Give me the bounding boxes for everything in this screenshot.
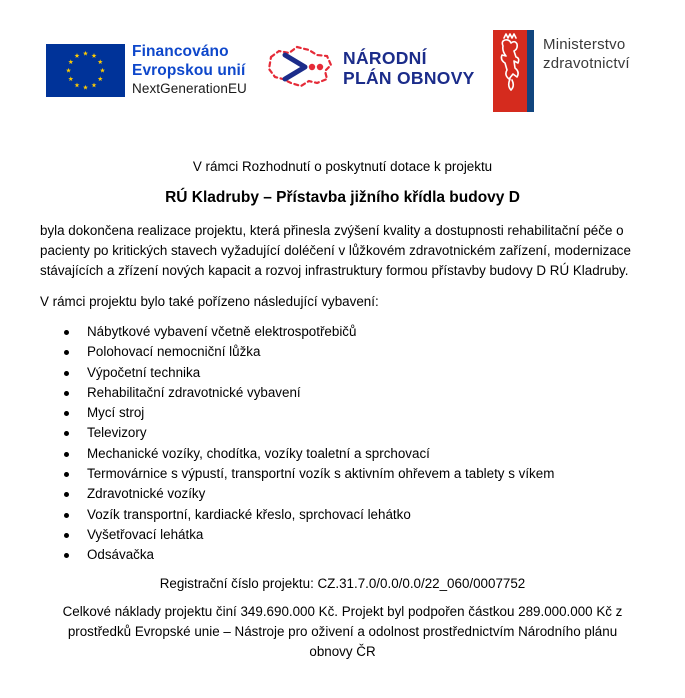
bullet-icon (64, 472, 69, 477)
equipment-item-label: Termovárnice s výpustí, transportní vozík s aktivním ohřevem a tablety s víkem (87, 466, 555, 482)
equipment-list-item (40, 464, 554, 484)
npo-logo-line1: NÁRODNÍ (343, 48, 427, 68)
npo-map-icon (265, 41, 335, 91)
npo-logo-line2: PLÁN OBNOVY (343, 68, 475, 88)
intro-text: V rámci Rozhodnutí o poskytnutí dotace k projektu (192, 159, 493, 174)
project-title: RÚ Kladruby – Přístavba jižního křídla budovy D (165, 189, 520, 206)
equipment-list-item (40, 322, 554, 342)
mz-logo-line2: zdravotnictví (543, 55, 630, 72)
narodni-plan-obnovy-logo (265, 41, 475, 93)
equipment-list (40, 322, 554, 566)
eu-logo-line2: Evropskou unií (132, 61, 246, 79)
bullet-icon (64, 492, 69, 497)
equipment-list-item (40, 403, 554, 423)
bullet-icon (64, 350, 69, 355)
czech-lion-emblem-icon (493, 30, 534, 112)
eu-flag-icon (46, 44, 125, 97)
equipment-item-label: Zdravotnické vozíky (87, 486, 206, 502)
bullet-icon (64, 452, 69, 457)
equipment-list-item (40, 505, 554, 525)
equipment-item-label: Mechanické vozíky, chodítka, vozíky toaletní a sprchovací (87, 445, 430, 461)
equipment-intro: V rámci projektu bylo také pořízeno následující vybavení: (40, 294, 379, 309)
equipment-item-label: Vyšetřovací lehátka (87, 526, 204, 542)
registration-number: Registrační číslo projektu: CZ.31.7.0/0.0/0.0/22_060/0007752 (159, 576, 526, 591)
bullet-icon (64, 330, 69, 335)
eu-funding-logo (46, 43, 247, 97)
bullet-icon (64, 411, 69, 416)
equipment-list-item (40, 444, 554, 464)
equipment-list-item (40, 525, 554, 545)
eu-logo-line3: NextGenerationEU (132, 81, 247, 97)
bullet-icon (64, 431, 69, 436)
bullet-icon (64, 553, 69, 558)
equipment-item-label: Rehabilitační zdravotnické vybavení (87, 384, 301, 400)
project-description: byla dokončena realizace projektu, která přinesla zvýšení kvality a dostupnosti rehabilitační péče o pacienty po kritických stavech vyžadující doléčení v lůžkovém zdravotnickém zařízení, modernizace stávajících a zřízení nových kapacit a rozvoj infrastruktury formou přístavby budovy D RÚ Kladruby. (40, 223, 631, 278)
equipment-list-item (40, 423, 554, 443)
project-costs: Celkové náklady projektu činí 349.690.000 Kč. Projekt byl podpořen částkou 289.000.000 Kč z prostředků Evropské unie – Nástroje pro oživení a odolnost prostřednictvím Národního plánu obnovy ČR (62, 604, 623, 659)
equipment-list-item (40, 383, 554, 403)
equipment-item-label: Nábytkové vybavení včetně elektrospotřebičů (87, 324, 357, 339)
equipment-item-label: Odsávačka (87, 547, 154, 563)
equipment-item-label: Polohovací nemocniční lůžka (87, 344, 261, 360)
equipment-item-label: Výpočetní technika (87, 364, 201, 380)
mz-logo-line1: Ministerstvo (543, 36, 626, 53)
equipment-item-label: Vozík transportní, kardiacké křeslo, sprchovací lehátko (87, 506, 411, 522)
equipment-list-item (40, 363, 554, 383)
bullet-icon (64, 533, 69, 538)
equipment-list-item (40, 545, 554, 565)
eu-logo-line1: Financováno (132, 43, 229, 61)
bullet-icon (64, 513, 69, 518)
logo-bar (0, 0, 685, 120)
equipment-list-item (40, 484, 554, 504)
equipment-item-label: Mycí stroj (87, 405, 145, 421)
bullet-icon (64, 371, 69, 376)
equipment-item-label: Televizory (87, 425, 147, 441)
bullet-icon (64, 391, 69, 396)
equipment-list-item (40, 342, 554, 362)
